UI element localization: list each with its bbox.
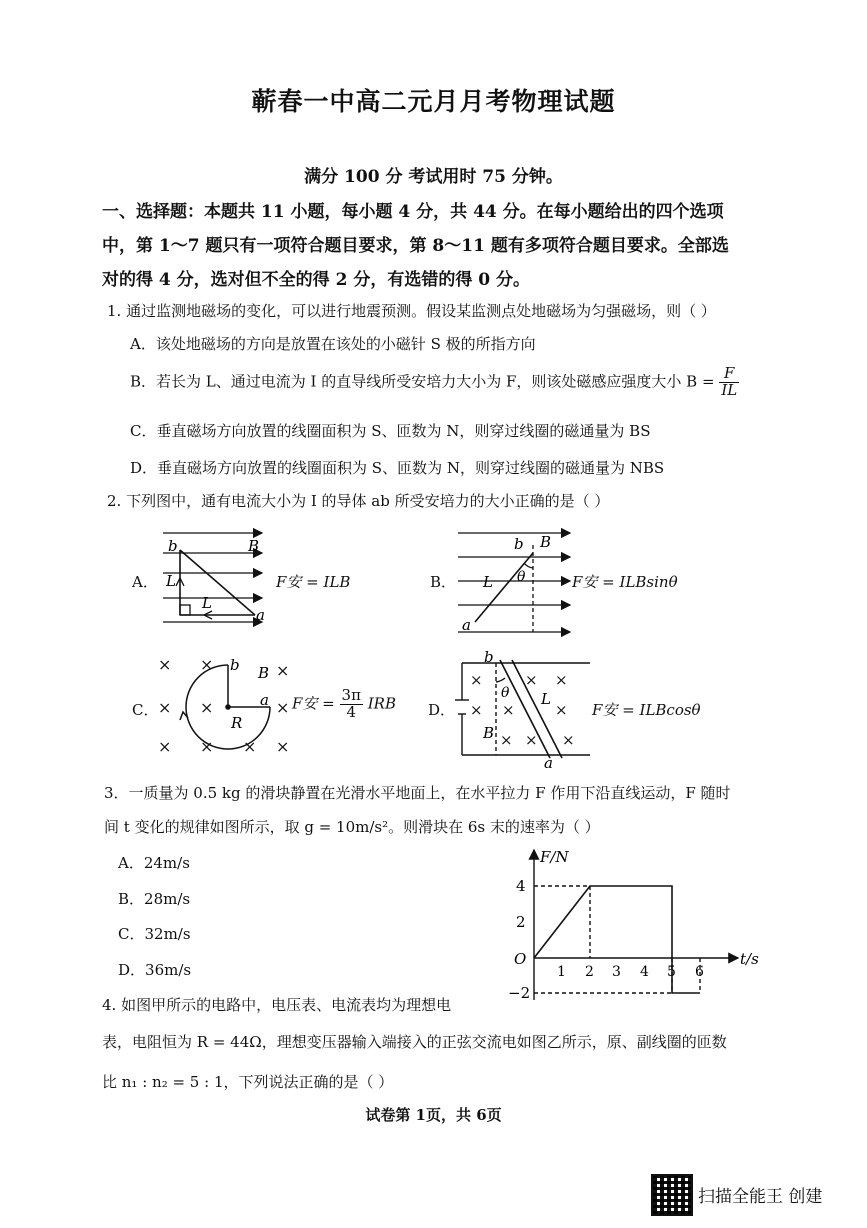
q3-xtick-4: 4 <box>640 964 649 980</box>
q2-a-label-b: b <box>168 537 178 555</box>
q3-ylabel: F/N <box>540 848 569 866</box>
q2-c-fraction <box>340 688 363 721</box>
q2-c-fraction-num: 3π <box>341 686 361 704</box>
q2-b-label-a: a <box>462 616 471 634</box>
section-instructions-line2: 中，第 1～7 题只有一项符合题目要求，第 8～11 题有多项符合题目要求。全部选 <box>102 236 729 256</box>
svg-text:×: × <box>243 737 257 756</box>
q2-stem: 2. 下列图中，通有电流大小为 I 的导体 ab 所受安培力的大小正确的是（ ） <box>107 492 610 510</box>
q2-a-label-L2: L <box>202 594 212 612</box>
svg-text:×: × <box>158 698 172 717</box>
q2-a-label-a: a <box>256 606 265 624</box>
q2-d-label-B: B <box>483 724 495 742</box>
svg-text:×: × <box>555 701 568 719</box>
q3-ytick-2: 2 <box>516 913 526 931</box>
q1-option-a: A．该处地磁场的方向是放置在该处的小磁针 S 极的所指方向 <box>130 335 536 353</box>
q3-origin: O <box>514 950 527 968</box>
svg-text:×: × <box>200 698 214 717</box>
svg-text:×: × <box>276 737 290 756</box>
q3-xtick-1: 1 <box>557 964 566 980</box>
q2-d-label-b: b <box>484 648 494 666</box>
exam-subtitle: 满分 100 分 考试用时 75 分钟。 <box>304 167 563 187</box>
q3-ytick-neg2: −2 <box>508 984 531 1002</box>
q1-option-b-text: B．若长为 L、通过电流为 I 的直导线所受安培力大小为 F，则该处磁感应强度大小 B = <box>130 372 715 391</box>
svg-text:×: × <box>158 737 172 756</box>
q2-c-formula-pre: F安 = <box>292 694 335 713</box>
scanner-watermark: 扫描全能王 创建 <box>698 1187 823 1207</box>
svg-text:×: × <box>158 655 172 674</box>
q2-option-a-label: A． <box>132 573 158 591</box>
svg-text:×: × <box>525 671 538 689</box>
q3-xlabel: t/s <box>740 950 759 968</box>
q4-line3: 比 n₁ : n₂ = 5 : 1，下列说法正确的是（ ） <box>102 1073 394 1091</box>
q2-option-b-label: B． <box>430 573 457 591</box>
section-instructions-line3: 对的得 4 分，选对但不全的得 2 分，有选错的得 0 分。 <box>102 270 530 290</box>
q1-option-d: D．垂直磁场方向放置的线圈面积为 S、匝数为 N，则穿过线圈的磁通量为 NBS <box>130 459 665 477</box>
svg-text:×: × <box>276 698 290 717</box>
q3-option-c: C．32m/s <box>118 925 191 943</box>
q2-option-c-formula <box>292 688 396 721</box>
q2-d-label-L: L <box>541 690 551 708</box>
q2-c-label-B: B <box>258 664 270 682</box>
q2-option-c-label: C． <box>132 701 159 719</box>
q4-line1: 4. 如图甲所示的电路中，电压表、电流表均为理想电 <box>102 996 452 1014</box>
svg-text:×: × <box>562 731 575 749</box>
svg-text:×: × <box>276 661 290 680</box>
q2-option-d-label: D． <box>428 701 456 719</box>
q2-d-label-a: a <box>544 754 553 772</box>
q2-c-crosses <box>158 655 289 756</box>
q2-b-label-b: b <box>514 535 524 553</box>
q3-force-time-graph <box>500 840 770 1010</box>
q3-option-b: B．28m/s <box>118 890 191 908</box>
svg-text:×: × <box>525 731 538 749</box>
q2-c-label-a: a <box>260 691 269 709</box>
q1-stem: 1. 通过监测地磁场的变化，可以进行地震预测。假设某监测点处地磁场为匀强磁场，则（ ） <box>107 302 716 320</box>
q2-a-label-L: L <box>166 572 176 590</box>
exam-title: 蕲春一中高二元月月考物理试题 <box>251 87 616 116</box>
q2-c-formula-post: IRB <box>367 694 396 713</box>
q3-xtick-6: 6 <box>695 964 704 980</box>
page-footer: 试卷第 1页，共 6页 <box>365 1106 502 1124</box>
q2-diagram-c <box>180 665 270 749</box>
qr-code-icon <box>651 1174 693 1216</box>
q2-c-label-b: b <box>230 656 240 674</box>
q2-b-label-L: L <box>483 573 493 591</box>
q2-option-d-formula: F安 = ILBcosθ <box>592 701 701 719</box>
q2-option-a-formula: F安 = ILB <box>276 573 351 591</box>
svg-text:×: × <box>555 671 568 689</box>
svg-text:×: × <box>500 731 513 749</box>
q3-option-d: D．36m/s <box>118 961 192 979</box>
svg-text:×: × <box>470 671 483 689</box>
q3-xtick-5: 5 <box>667 964 676 980</box>
q2-c-fraction-den: 4 <box>346 702 356 721</box>
q4-line2: 表，电阻恒为 R = 44Ω，理想变压器输入端接入的正弦交流电如图乙所示，原、副线圈的匝数 <box>102 1033 727 1051</box>
svg-text:×: × <box>200 655 214 674</box>
q3-xtick-3: 3 <box>612 964 621 980</box>
q2-a-label-B: B <box>248 537 260 555</box>
q3-ytick-4: 4 <box>516 877 526 895</box>
q3-stem-line2: 间 t 变化的规律如图所示，取 g = 10m/s²。则滑块在 6s 末的速率为（ ） <box>104 818 600 836</box>
q2-option-b-formula: F安 = ILBsinθ <box>572 573 678 591</box>
q2-b-label-B: B <box>540 533 552 551</box>
q3-xtick-2: 2 <box>585 964 594 980</box>
svg-text:×: × <box>470 701 483 719</box>
q3-stem-line1: 3．一质量为 0.5 kg 的滑块静置在光滑水平地面上，在水平拉力 F 作用下沿直线运动，F 随时 <box>104 784 731 802</box>
q1-option-c: C．垂直磁场方向放置的线圈面积为 S、匝数为 N，则穿过线圈的磁通量为 BS <box>130 422 651 440</box>
section-instructions-line1: 一、选择题：本题共 11 小题，每小题 4 分，共 44 分。在每小题给出的四个选项 <box>102 202 724 222</box>
q2-c-label-R: R <box>231 714 243 732</box>
q3-option-a: A．24m/s <box>118 854 190 872</box>
q2-b-label-theta: θ <box>517 569 526 585</box>
q2-d-label-theta: θ <box>501 685 510 701</box>
q1-fraction-denominator: IL <box>721 380 738 399</box>
q1-fraction-numerator: F <box>719 366 739 383</box>
svg-text:×: × <box>200 737 214 756</box>
svg-text:×: × <box>502 701 515 719</box>
